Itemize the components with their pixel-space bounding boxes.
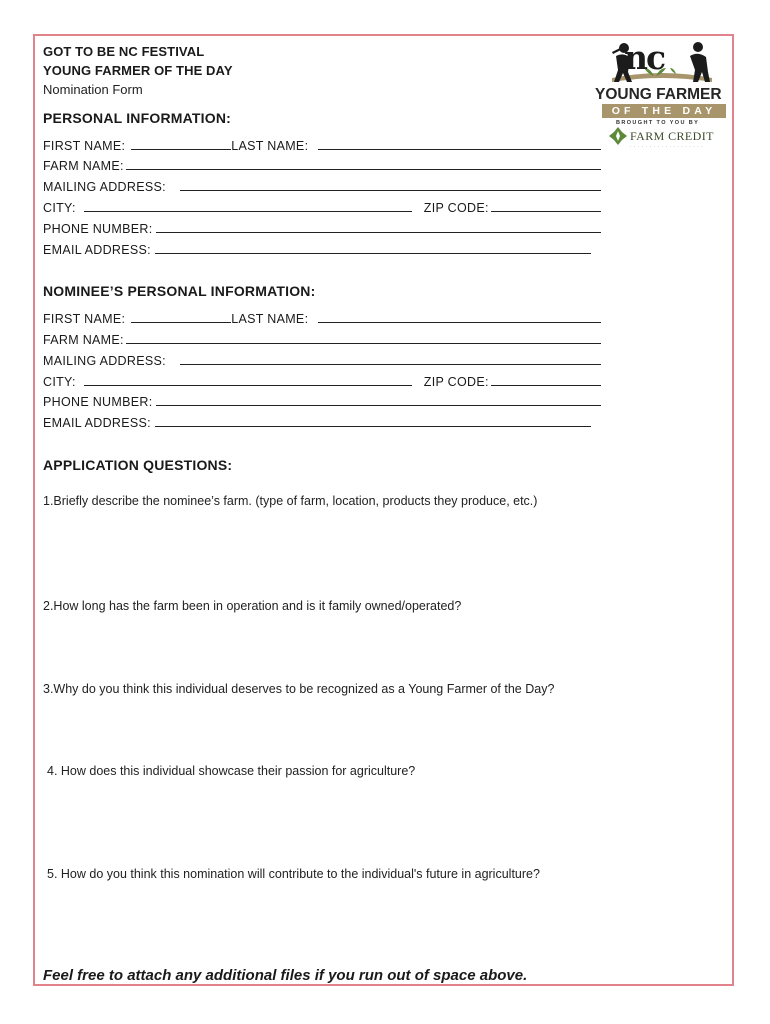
email-field[interactable] bbox=[155, 253, 591, 254]
personal-farm-row bbox=[43, 159, 601, 173]
logo-band: OF THE DAY bbox=[602, 104, 726, 118]
nominee-city-field[interactable] bbox=[84, 385, 412, 386]
nominee-last-name-label: LAST NAME: bbox=[231, 312, 309, 326]
answer-2-area[interactable] bbox=[43, 619, 683, 675]
nominee-farm-row bbox=[43, 333, 601, 347]
question-1: 1.Briefly describe the nominee’s farm. (type of farm, location, products they produce, etc.) bbox=[43, 494, 538, 508]
nominee-zip-code-field[interactable] bbox=[491, 385, 601, 386]
city-label: CITY: bbox=[43, 201, 76, 215]
nominee-email-row bbox=[43, 416, 591, 430]
last-name-label: LAST NAME: bbox=[231, 139, 309, 153]
nominee-zip-code-label: ZIP CODE: bbox=[423, 375, 489, 389]
nominee-phone-row bbox=[43, 395, 601, 409]
nominee-info-heading: NOMINEE’S PERSONAL INFORMATION: bbox=[43, 283, 316, 299]
city-field[interactable] bbox=[84, 211, 412, 212]
logo-mark: nc bbox=[624, 38, 665, 77]
nominee-last-name-field[interactable] bbox=[318, 322, 601, 323]
award-title: YOUNG FARMER OF THE DAY bbox=[43, 63, 233, 78]
personal-phone-row bbox=[43, 222, 601, 236]
email-label: EMAIL ADDRESS: bbox=[43, 243, 151, 257]
question-5: 5. How do you think this nomination will contribute to the individual's future in agriculture? bbox=[47, 867, 540, 881]
nominee-city-label: CITY: bbox=[43, 375, 76, 389]
logo-title: YOUNG FARMER bbox=[595, 86, 722, 103]
mailing-address-label: MAILING ADDRESS: bbox=[43, 180, 166, 194]
nominee-mailing-address-label: MAILING ADDRESS: bbox=[43, 354, 166, 368]
answer-1-area[interactable] bbox=[43, 514, 683, 594]
nominee-first-name-field[interactable] bbox=[131, 322, 231, 323]
first-name-field[interactable] bbox=[131, 149, 231, 150]
question-3: 3.Why do you think this individual deserves to be recognized as a Young Farmer of the Day? bbox=[43, 682, 555, 696]
answer-4-area[interactable] bbox=[43, 784, 683, 860]
answer-5-area[interactable] bbox=[43, 887, 683, 957]
nominee-phone-field[interactable] bbox=[156, 405, 601, 406]
festival-title: GOT TO BE NC FESTIVAL bbox=[43, 44, 205, 59]
form-subtitle: Nomination Form bbox=[43, 82, 143, 97]
logo-brought-by: BROUGHT TO YOU BY bbox=[616, 120, 700, 126]
application-questions-heading: APPLICATION QUESTIONS: bbox=[43, 457, 233, 473]
personal-name-row bbox=[43, 139, 601, 153]
personal-address-row bbox=[43, 180, 601, 194]
mailing-address-field[interactable] bbox=[180, 190, 601, 191]
first-name-label: FIRST NAME: bbox=[43, 139, 126, 153]
footer-note: Feel free to attach any additional files if you run out of space above. bbox=[43, 967, 528, 984]
phone-label: PHONE NUMBER: bbox=[43, 222, 153, 236]
zip-code-label: ZIP CODE: bbox=[423, 201, 489, 215]
nominee-address-row bbox=[43, 354, 601, 368]
sponsor-name: FARM CREDIT bbox=[630, 129, 714, 143]
personal-email-row bbox=[43, 243, 591, 257]
farm-credit-leaf-icon bbox=[608, 126, 628, 146]
nominee-phone-label: PHONE NUMBER: bbox=[43, 395, 153, 409]
nominee-email-field[interactable] bbox=[155, 426, 591, 427]
nominee-mailing-address-field[interactable] bbox=[180, 364, 601, 365]
question-4: 4. How does this individual showcase their passion for agriculture? bbox=[47, 764, 416, 778]
farm-name-label: FARM NAME: bbox=[43, 159, 124, 173]
personal-info-heading: PERSONAL INFORMATION: bbox=[43, 110, 232, 126]
nominee-email-label: EMAIL ADDRESS: bbox=[43, 416, 151, 430]
zip-code-field[interactable] bbox=[491, 211, 601, 212]
nominee-name-row bbox=[43, 312, 601, 326]
last-name-field[interactable] bbox=[318, 149, 601, 150]
question-2: 2.How long has the farm been in operation and is it family owned/operated? bbox=[43, 599, 462, 613]
nominee-first-name-label: FIRST NAME: bbox=[43, 312, 126, 326]
sponsor-tagline: · · · · · · · · · · · · · · · · · · · bbox=[630, 144, 704, 149]
nominee-farm-name-label: FARM NAME: bbox=[43, 333, 124, 347]
phone-field[interactable] bbox=[156, 232, 601, 233]
young-farmer-logo bbox=[594, 38, 730, 156]
answer-3-area[interactable] bbox=[43, 702, 683, 758]
nominee-farm-name-field[interactable] bbox=[126, 343, 601, 344]
nominee-city-row bbox=[43, 375, 601, 389]
farm-name-field[interactable] bbox=[126, 169, 601, 170]
personal-city-row bbox=[43, 201, 601, 215]
